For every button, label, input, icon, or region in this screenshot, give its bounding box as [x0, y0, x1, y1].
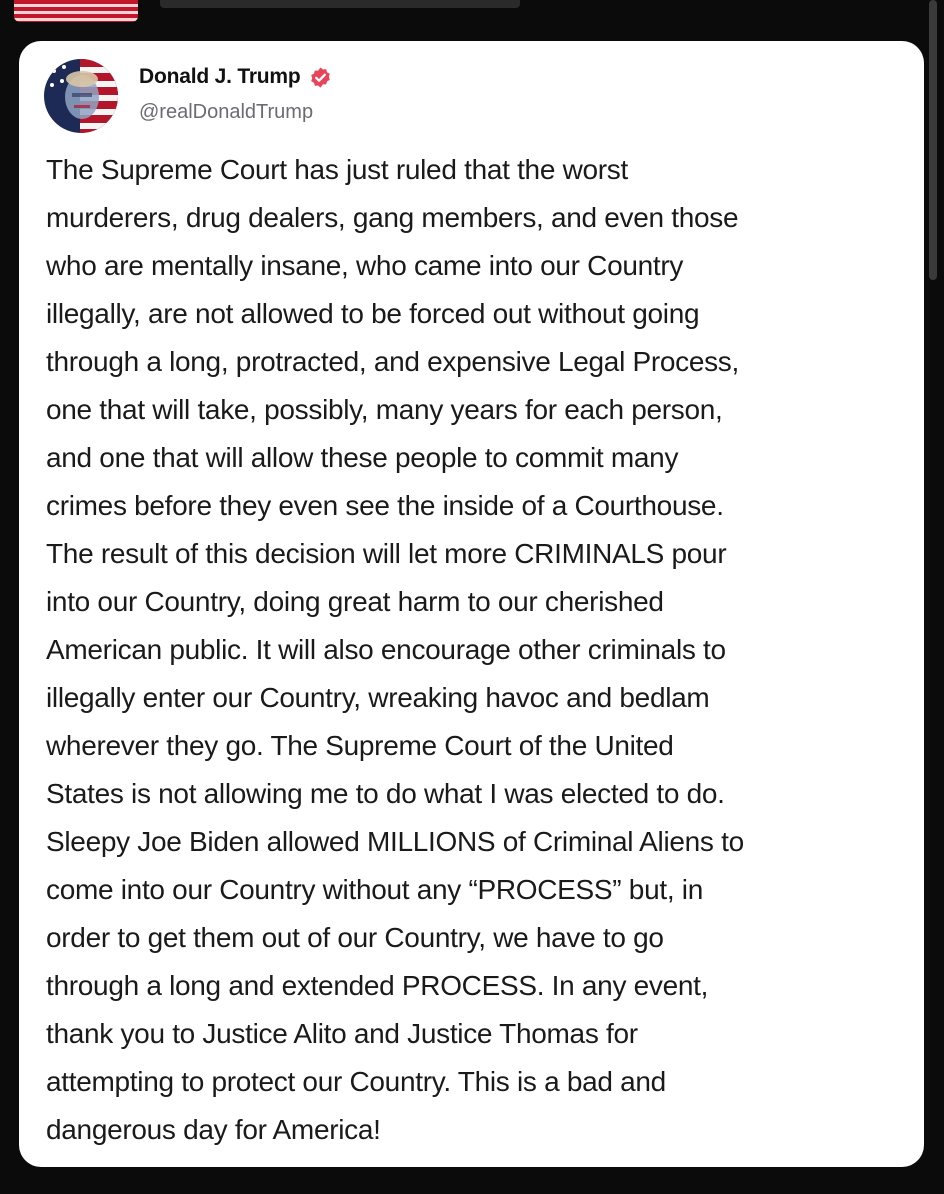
post-text: The Supreme Court has just ruled that the worst murderers, drug dealers, gang members, and even those who are mentally insane, who came into our Country illegally, are not allowed to be forced out without going through a long, protracted, and expensive Legal Process, one that will take, possibly, many years for each person, and one that will allow these people to commit many crimes before they even see the inside of a Courthouse. The result of this decision will let more CRIMINALS pour into our Country, doing great harm to our cherished American public. It will also encourage other criminals to illegally enter our Country, wreaking havoc and bedlam wherever they go. The Supreme Court of the United States is not allowing me to do what I was elected to do. Sleepy Joe Biden allowed MILLIONS of Criminal Aliens to come into our Country without any “PROCESS” but, in order to get them out of our Country, we have to go through a long and extended PROCESS. In any event, thank you to Justice Alito and Justice Thomas for attempting to protect our Country. This is a bad and dangerous day for America!	[46, 154, 744, 1145]
previous-post-text	[160, 0, 520, 8]
scrollbar[interactable]	[929, 0, 937, 280]
top-bar	[0, 0, 944, 34]
author-name-row	[139, 61, 332, 93]
author-handle[interactable]: @realDonaldTrump	[139, 101, 314, 123]
author-display-name[interactable]: Donald J. Trump	[139, 65, 301, 88]
flag-portrait-avatar-icon	[44, 59, 118, 133]
verified-badge-icon	[309, 66, 332, 89]
avatar[interactable]	[44, 59, 118, 133]
previous-post-thumbnail[interactable]	[14, 0, 138, 22]
post-card	[19, 41, 924, 1167]
